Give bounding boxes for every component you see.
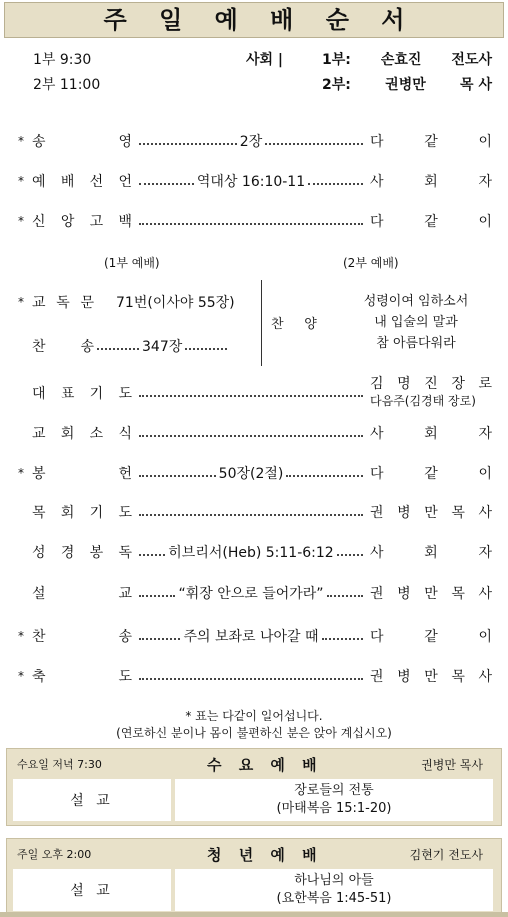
presider-part: 1부: [322, 52, 351, 68]
name-char: 문 [80, 295, 94, 311]
order-row [18, 209, 492, 233]
order-item-leader [370, 626, 492, 646]
presider-2 [322, 73, 492, 98]
leader-dots [265, 143, 363, 145]
leader-dots [139, 395, 363, 397]
order-item-leader [370, 463, 492, 483]
leader-char: 다 [370, 466, 384, 482]
leader-dots [139, 595, 175, 597]
order-row [18, 581, 492, 605]
service-time: 수요일 저녁 7:30 [17, 758, 102, 771]
order-item-leader [370, 502, 492, 522]
name-char: 도 [118, 669, 132, 685]
order-item-detail [132, 131, 370, 151]
presider-title: 목 사 [460, 77, 492, 93]
leader-char: 이 [478, 466, 492, 482]
stand-marker: * [18, 629, 24, 643]
order-item-leader [370, 542, 492, 562]
presider-title: 전도사 [451, 52, 492, 68]
name-char: 봉 [32, 466, 46, 482]
leader-char: 권 [370, 669, 384, 685]
order-row [18, 169, 492, 193]
service-leader: 권병만 목사 [421, 757, 483, 772]
order-row [18, 664, 492, 688]
order-item-detail [132, 511, 370, 513]
name-char: 표 [60, 386, 75, 402]
praise-song: 참 아름다워라 [376, 336, 456, 351]
name-char: 성 [32, 545, 46, 561]
presider-1 [322, 48, 492, 73]
wednesday-service-box [6, 748, 502, 826]
order-item-name [32, 171, 132, 191]
order-item-detail [132, 463, 370, 483]
leader-dots [97, 348, 139, 350]
leader-char: 사 [370, 545, 384, 561]
leader-char: 다 [370, 214, 384, 230]
presider-part: 2부: [322, 77, 351, 93]
presider-label: 사회 | [246, 52, 284, 68]
order-item-leader [370, 131, 492, 151]
order-item-name [32, 463, 132, 483]
service-leader: 김현기 전도사 [409, 847, 483, 862]
sermon-title: 하나님의 아들 [294, 873, 374, 888]
name-char: 송 [80, 339, 94, 355]
leader-char: 만 [424, 505, 438, 521]
leader-char: 목 [451, 669, 465, 685]
order-item-detail [132, 583, 370, 603]
leader-dots [139, 678, 363, 680]
order-row [18, 500, 492, 524]
leader-char: 김 [370, 376, 384, 392]
order-item-text: 주의 보좌로 나아갈 때 [183, 629, 319, 645]
name-char: 백 [118, 214, 132, 230]
order-row [18, 421, 492, 445]
service-title: 청 년 예 배 [207, 845, 323, 864]
leader-char: 같 [424, 629, 438, 645]
leader-dots [185, 348, 227, 350]
leader-dots [327, 595, 363, 597]
leader-char: 로 [478, 376, 492, 392]
name-char: 독 [118, 545, 132, 561]
leader-char: 사 [478, 669, 492, 685]
order-item-name [32, 666, 132, 686]
praise-songs [355, 291, 477, 354]
leader-char: 사 [478, 505, 492, 521]
name-char: 독 [56, 295, 70, 311]
service-title: 수 요 예 배 [207, 755, 323, 774]
order-item-detail [132, 392, 370, 394]
name-char: 신 [32, 214, 46, 230]
order-row [18, 129, 492, 153]
leader-char: 만 [424, 669, 438, 685]
leader-char: 이 [478, 629, 492, 645]
sermon-title: 장로들의 전통 [294, 783, 374, 798]
service-time-2: 2부 11:00 [33, 77, 101, 93]
box-body [7, 869, 501, 915]
leader-char: 명 [397, 376, 411, 392]
order-item-name [32, 502, 132, 522]
name-char: 교 [32, 426, 46, 442]
standing-notice [0, 708, 508, 742]
stand-marker: * [18, 669, 24, 683]
name-char: 회 [60, 426, 75, 442]
presider-list [322, 48, 492, 98]
page-title: 주 일 예 배 순 서 [103, 5, 417, 34]
stand-marker: * [18, 214, 24, 228]
leader-dots [139, 143, 237, 145]
name-char: 도 [118, 386, 132, 402]
name-char: 설 [32, 586, 46, 602]
leader-dots [337, 554, 363, 556]
sermon-info [175, 869, 493, 911]
order-row [18, 461, 492, 485]
youth-service-box [6, 838, 502, 916]
leader-dots [139, 514, 363, 516]
name-char: 소 [89, 426, 104, 442]
praise-song: 성령이여 임하소서 [363, 294, 469, 309]
leader-char: 회 [424, 174, 438, 190]
leader-char: 자 [478, 545, 492, 561]
leader-dots [139, 475, 216, 477]
leader-char: 목 [451, 586, 465, 602]
name-char: 목 [32, 505, 46, 521]
order-item-text: 71번(이사야 55장) [116, 295, 235, 311]
notice-line: * 표는 다같이 일어섭니다. [185, 709, 323, 723]
leader-dots [139, 223, 363, 225]
order-item-text: 2장 [239, 134, 263, 150]
order-item-name [32, 626, 132, 646]
name-char: 기 [89, 386, 104, 402]
stand-marker: * [18, 466, 24, 480]
sermon-label: 설 교 [13, 779, 171, 821]
order-item-detail [132, 675, 370, 677]
label-first-service: (1부 예배) [104, 256, 160, 270]
order-item-detail [132, 220, 370, 222]
name-char: 대 [32, 386, 46, 402]
leader-char: 사 [370, 426, 384, 442]
name-char: 배 [60, 174, 75, 190]
order-item-leader [370, 666, 492, 686]
box-body [7, 779, 501, 825]
box-header [7, 749, 501, 779]
box-header [7, 839, 501, 869]
order-item-name [32, 542, 132, 562]
leader-char: 사 [478, 586, 492, 602]
name-char: 언 [118, 174, 132, 190]
order-item-name [32, 131, 132, 151]
leader-char: 권 [370, 505, 384, 521]
sermon-scripture: (마태복음 15:1-20) [276, 801, 392, 816]
name-char: 식 [118, 426, 132, 442]
order-item-text: 역대상 16:10-11 [196, 174, 306, 190]
order-item-detail [132, 626, 370, 646]
order-item-detail [132, 542, 370, 562]
name-char: 찬 [32, 629, 46, 645]
name-char: 헌 [118, 466, 132, 482]
leader-dots [308, 183, 363, 185]
order-item-name [32, 583, 132, 603]
leader-name [370, 376, 492, 393]
next-week-leader: 다음주(김경태 장로) [370, 394, 476, 408]
leader-char: 같 [424, 466, 438, 482]
leader-char: 같 [424, 134, 438, 150]
name-char: 교 [118, 586, 132, 602]
order-row [18, 540, 492, 564]
stand-marker: * [18, 134, 24, 148]
stand-marker: * [18, 174, 24, 188]
leader-char: 병 [397, 505, 411, 521]
name-char: 선 [89, 174, 104, 190]
order-item-name [32, 292, 94, 312]
name-char: 찬 [32, 339, 46, 355]
leader-dots [286, 475, 363, 477]
order-item-text: “휘장 안으로 들어가라” [178, 586, 324, 602]
leader-char: 병 [397, 586, 411, 602]
name-char: 경 [60, 545, 75, 561]
praise-label: 찬 양 [271, 317, 317, 332]
leader-char: 회 [424, 545, 438, 561]
leader-char: 진 [424, 376, 438, 392]
service-time-1: 1부 9:30 [33, 52, 92, 68]
order-item-name [32, 423, 132, 443]
bulletin-title-bar [4, 2, 504, 38]
leader-dots [139, 554, 165, 556]
order-item-text: 347장 [142, 339, 183, 355]
stand-marker: * [18, 295, 24, 309]
column-divider [261, 280, 262, 366]
name-char: 송 [118, 629, 132, 645]
sermon-scripture: (요한복음 1:45-51) [276, 891, 392, 906]
name-char: 회 [60, 505, 75, 521]
leader-dots [322, 638, 363, 640]
order-item-text: 히브리서(Heb) 5:11-6:12 [168, 545, 334, 561]
name-char: 고 [89, 214, 104, 230]
leader-char: 권 [370, 586, 384, 602]
leader-char: 장 [451, 376, 465, 392]
name-char: 도 [118, 505, 132, 521]
name-char: 예 [32, 174, 46, 190]
order-item-leader [370, 211, 492, 231]
name-char: 송 [32, 134, 46, 150]
sermon-info [175, 779, 493, 821]
service-time: 주일 오후 2:00 [17, 848, 92, 861]
leader-char: 자 [478, 426, 492, 442]
leader-char: 이 [478, 134, 492, 150]
leader-dots [139, 435, 363, 437]
order-item-leader [370, 423, 492, 443]
presider-name: 권병만 [385, 77, 426, 93]
name-char: 축 [32, 669, 46, 685]
order-item-detail [132, 432, 370, 434]
name-char: 기 [89, 505, 104, 521]
leader-char: 목 [451, 505, 465, 521]
order-item-leader [370, 171, 492, 191]
service-times [33, 48, 100, 98]
name-char: 봉 [89, 545, 104, 561]
order-item-leader [370, 376, 492, 410]
name-char: 교 [32, 295, 46, 311]
order-row-responsive-reading [18, 290, 258, 314]
name-char: 앙 [60, 214, 75, 230]
leader-char: 이 [478, 214, 492, 230]
leader-dots [139, 183, 194, 185]
leader-char: 회 [424, 426, 438, 442]
leader-char: 자 [478, 174, 492, 190]
praise-song: 내 입술의 말과 [374, 315, 458, 330]
leader-char: 병 [397, 669, 411, 685]
leader-char: 다 [370, 629, 384, 645]
order-item-name [32, 211, 132, 231]
order-row-hymn-1 [18, 334, 258, 358]
order-item-text: 50장(2절) [218, 466, 284, 482]
order-item-leader [370, 583, 492, 603]
leader-char: 만 [424, 586, 438, 602]
leader-char: 다 [370, 134, 384, 150]
presider-name: 손효진 [380, 52, 422, 68]
order-item-name [32, 383, 132, 403]
leader-char: 사 [370, 174, 384, 190]
order-row [18, 376, 492, 408]
order-row [18, 624, 492, 648]
notice-line: (연로하신 분이나 몸이 불편하신 분은 앉아 계십시오) [116, 726, 392, 740]
label-second-service: (2부 예배) [343, 256, 399, 270]
leader-char: 같 [424, 214, 438, 230]
order-item-detail [132, 171, 370, 191]
name-char: 영 [118, 134, 132, 150]
bottom-border [0, 912, 508, 917]
order-item-name [32, 336, 94, 356]
sermon-label: 설 교 [13, 869, 171, 911]
leader-dots [139, 638, 180, 640]
